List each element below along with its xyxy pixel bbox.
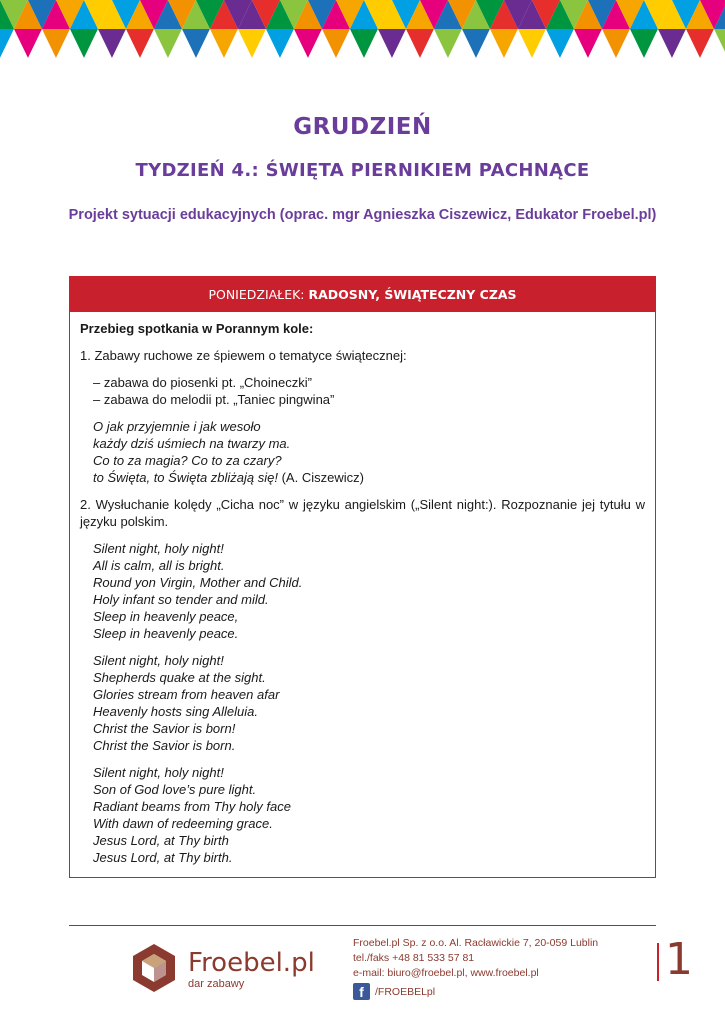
list-item: – zabawa do melodii pt. „Taniec pingwina” [93, 392, 335, 407]
item-2: 2. Wysłuchanie kolędy „Cicha noc” w języku angielskim („Silent night:). Rozpoznanie jej tytułu w języku polskim. [80, 497, 645, 529]
verse-line: Christ the Savior is born! [93, 721, 236, 736]
logo-tagline: dar zabawy [188, 978, 245, 990]
verse-line: Son of God love’s pure light. [93, 782, 257, 797]
verse-line: Sleep in heavenly peace. [93, 626, 239, 641]
poem-line: każdy dziś uśmiech na twarzy ma. [93, 436, 291, 451]
project-subtitle: Projekt sytuacji edukacyjnych (oprac. mgr Agnieszka Ciszewicz, Edukator Froebel.pl) [68, 207, 657, 223]
company-contact [353, 936, 598, 981]
page-number-bar [657, 943, 659, 981]
verse-line: Silent night, holy night! [93, 541, 224, 556]
verse-line: Christ the Savior is born. [93, 738, 236, 753]
verse-line: Silent night, holy night! [93, 653, 224, 668]
poem-author: (A. Ciszewicz) [277, 470, 364, 485]
poem-line: Co to za magia? Co to za czary? [93, 453, 282, 468]
verse-line: Jesus Lord, at Thy birth. [93, 850, 233, 865]
list-item: – zabawa do piosenki pt. „Choineczki” [93, 375, 312, 390]
item-1: 1. Zabawy ruchowe ze śpiewem o tematyce świątecznej: [80, 348, 407, 363]
week-title: TYDZIEŃ 4.: ŚWIĘTA PIERNIKIEM PACHNĄCE [135, 160, 590, 181]
page-title: GRUDZIEŃ [293, 114, 432, 140]
verse-line: Radiant beams from Thy holy face [93, 799, 291, 814]
verse-line: Jesus Lord, at Thy birth [93, 833, 229, 848]
verse-3 [80, 764, 645, 866]
footer-divider [69, 925, 656, 926]
day-theme: RADOSNY, ŚWIĄTECZNY CZAS [308, 287, 517, 302]
verse-line: Sleep in heavenly peace, [93, 609, 239, 624]
verse-line: Silent night, holy night! [93, 765, 224, 780]
company-address: Froebel.pl Sp. z o.o. Al. Racławickie 7, 20-059 Lublin [353, 937, 599, 949]
logo-name: Froebel.pl [188, 948, 315, 978]
verse-line: Heavenly hosts sing Alleluia. [93, 704, 258, 719]
verse-line: Round yon Virgin, Mother and Child. [93, 575, 303, 590]
triangle-banner [0, 0, 725, 58]
poem [80, 418, 645, 486]
froebel-logo-icon [131, 942, 177, 994]
verse-line: Holy infant so tender and mild. [93, 592, 269, 607]
day-label: PONIEDZIAŁEK: [208, 287, 309, 302]
section-title: Przebieg spotkania w Porannym kole: [80, 321, 314, 336]
facebook-icon: f [353, 983, 370, 1000]
day-header [70, 277, 655, 312]
verse-line: All is calm, all is bright. [93, 558, 225, 573]
facebook-link[interactable] [353, 983, 435, 1000]
verse-line: Shepherds quake at the sight. [93, 670, 266, 685]
verse-2 [80, 652, 645, 754]
poem-line: to Święta, to Święta zbliżają się! [93, 470, 278, 485]
facebook-handle: /FROEBELpl [375, 985, 436, 998]
company-email[interactable]: e-mail: biuro@froebel.pl, www.froebel.pl [353, 967, 539, 979]
page-number: 1 [665, 934, 693, 985]
verse-line: Glories stream from heaven afar [93, 687, 280, 702]
item-1-sub-list [80, 374, 645, 408]
company-phone: tel./faks +48 81 533 57 81 [353, 952, 475, 964]
verse-1 [80, 540, 645, 642]
poem-line: O jak przyjemnie i jak wesoło [93, 419, 261, 434]
lesson-box [69, 276, 656, 878]
verse-line: With dawn of redeeming grace. [93, 816, 273, 831]
